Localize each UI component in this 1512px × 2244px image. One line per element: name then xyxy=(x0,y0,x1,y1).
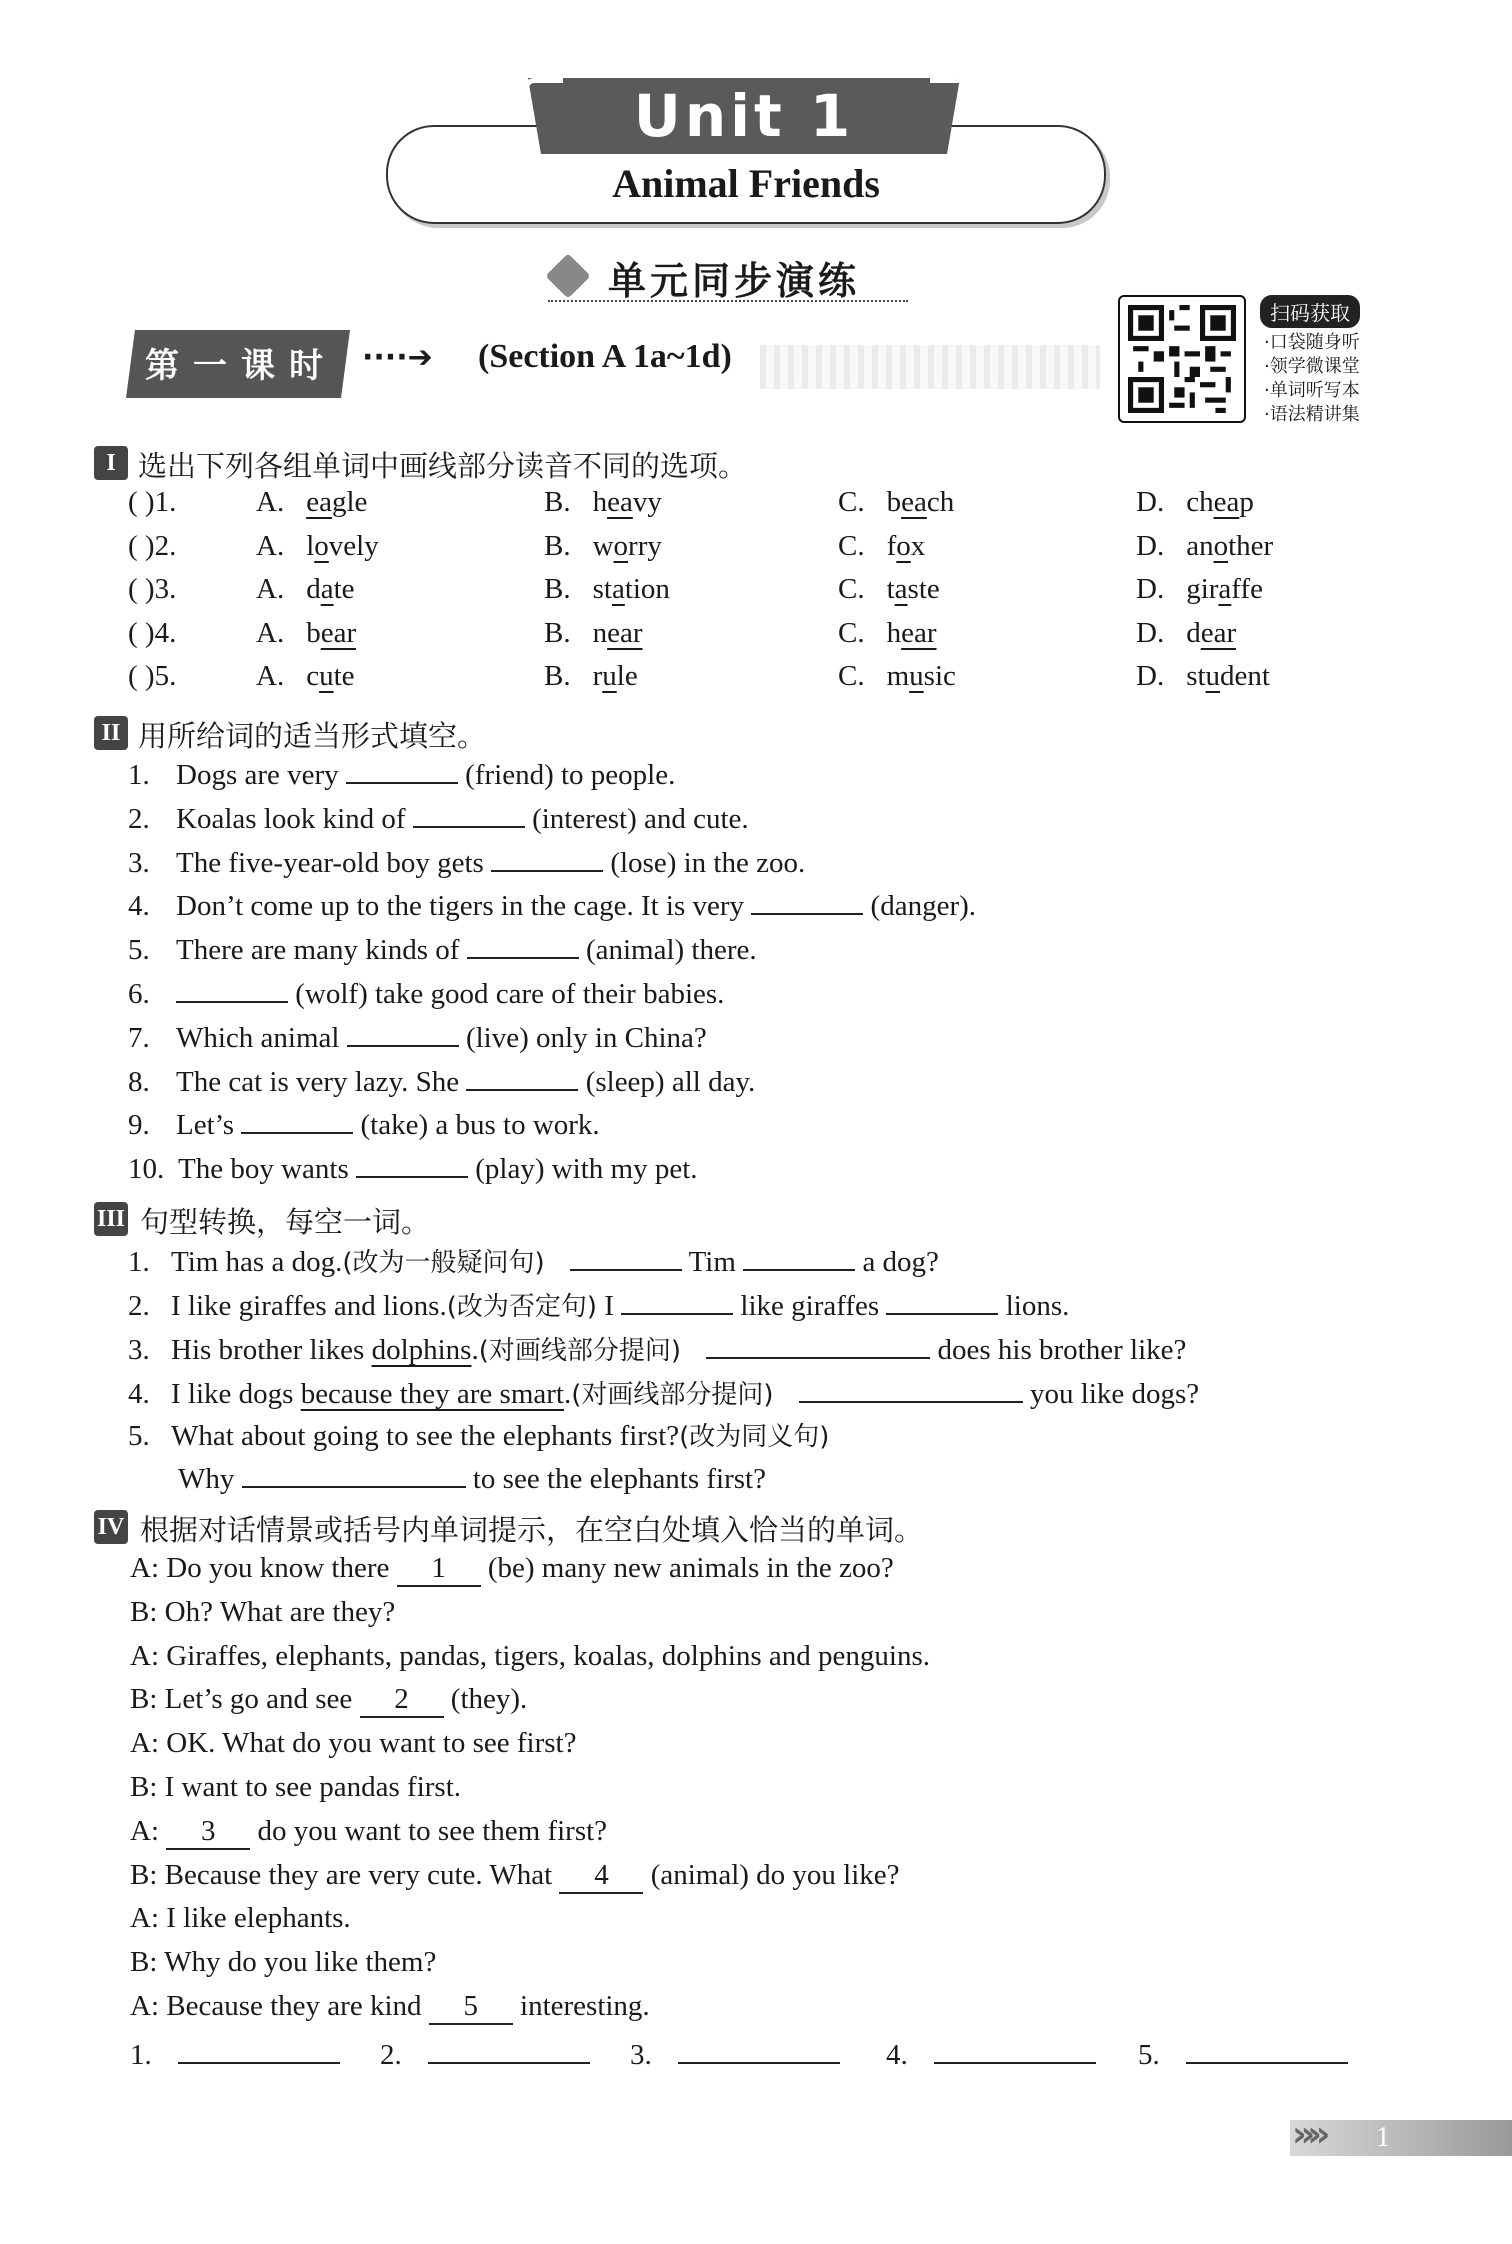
option-word xyxy=(1186,617,1236,649)
answer-blank[interactable] xyxy=(467,931,579,959)
word-part: r xyxy=(592,660,603,692)
answer-blank[interactable] xyxy=(346,756,458,784)
option-word xyxy=(306,617,356,649)
answer-blank[interactable] xyxy=(743,1243,855,1271)
option-word xyxy=(887,486,955,518)
dotted-arrow-icon: ····➔ xyxy=(362,340,433,375)
question-number: 5. xyxy=(128,934,150,967)
qr-label: 扫码获取 xyxy=(1260,295,1360,328)
numbered-blank[interactable]: 3 xyxy=(166,1815,250,1850)
option-b[interactable] xyxy=(544,486,662,519)
sync-title: 单元同步演练 xyxy=(608,259,861,303)
transform-question-2 xyxy=(128,1286,1069,1323)
answer-number: 5. xyxy=(1138,2039,1160,2071)
question-text: (friend) to people. xyxy=(457,759,676,791)
word-part: p xyxy=(1239,486,1254,518)
transform-question-5 xyxy=(128,1416,829,1453)
option-letter: D. xyxy=(1136,486,1165,518)
question-text: . xyxy=(471,1334,479,1366)
fill-in-question xyxy=(128,887,976,923)
option-word xyxy=(1186,660,1270,692)
question-text: (danger). xyxy=(863,890,977,923)
dialogue-text: B: Oh? What are they? xyxy=(130,1595,396,1628)
question-text: The boy wants xyxy=(178,1153,356,1186)
option-word xyxy=(593,486,662,518)
dialogue-text: B: I want to see pandas first. xyxy=(130,1771,462,1803)
answer-blank[interactable] xyxy=(678,2036,840,2064)
dialogue-line xyxy=(130,1727,576,1760)
word-part: c xyxy=(306,660,320,692)
option-word xyxy=(593,573,670,605)
question-text: Tim has a dog. xyxy=(171,1246,343,1278)
answer-blank[interactable] xyxy=(413,800,525,828)
word-part: le xyxy=(616,660,638,692)
word-part: f xyxy=(886,529,897,562)
answer-slot xyxy=(886,2036,1096,2072)
option-letter: A. xyxy=(256,529,285,562)
dialogue-line xyxy=(130,1859,900,1894)
question-number: ( )1. xyxy=(128,486,177,518)
option-c[interactable] xyxy=(838,573,940,606)
question-text: I like giraffes and lions. xyxy=(171,1290,447,1322)
dialogue-text: A: I like elephants. xyxy=(130,1902,351,1935)
option-c[interactable] xyxy=(838,617,937,650)
option-letter: D. xyxy=(1136,616,1165,649)
question-text: (interest) and cute. xyxy=(524,802,749,835)
underlined-letters: ea xyxy=(1213,486,1240,518)
answer-blank[interactable] xyxy=(491,844,603,872)
option-word xyxy=(887,573,940,605)
option-letter: A. xyxy=(256,486,285,518)
question-text: His brother likes xyxy=(171,1334,372,1366)
option-word xyxy=(306,486,367,518)
option-letter: B. xyxy=(544,529,571,562)
word-part: rry xyxy=(628,529,662,562)
option-a[interactable] xyxy=(256,486,367,519)
answer-blank[interactable] xyxy=(570,1243,682,1271)
question-number: 4. xyxy=(128,1378,150,1410)
section-badge: III xyxy=(94,1202,128,1236)
fill-in-question xyxy=(128,1063,755,1099)
option-letter: B. xyxy=(544,616,571,649)
numbered-blank[interactable]: 4 xyxy=(559,1859,643,1894)
dialogue-line xyxy=(130,1771,461,1804)
fill-in-question xyxy=(128,975,724,1011)
option-a[interactable] xyxy=(256,530,379,563)
underlined-letters: a xyxy=(611,573,625,605)
answer-blank[interactable] xyxy=(354,1460,466,1488)
answer-blank[interactable] xyxy=(751,887,863,915)
word-part: m xyxy=(886,660,910,692)
question-text: (sleep) all day. xyxy=(578,1065,756,1098)
option-word xyxy=(306,660,354,692)
answer-blank[interactable] xyxy=(1186,2036,1348,2064)
question-text: does his brother like? xyxy=(930,1334,1187,1366)
answer-number: 4. xyxy=(886,2039,908,2071)
dialogue-text: A: xyxy=(130,1814,167,1847)
dialogue-line xyxy=(130,1946,436,1979)
word-part: d xyxy=(306,573,321,605)
word-part: t xyxy=(886,573,895,605)
fill-in-question xyxy=(128,800,749,836)
transform-question-3 xyxy=(128,1330,1186,1367)
option-d[interactable] xyxy=(1136,660,1270,693)
qr-item: ·语法精讲集 xyxy=(1264,404,1360,425)
qr-code[interactable] xyxy=(1118,295,1246,423)
question-number: 6. xyxy=(128,978,150,1010)
word-part: x xyxy=(910,529,926,562)
underlined-letters: o xyxy=(613,529,629,562)
dialogue-text: interesting. xyxy=(512,1990,650,2022)
chevron-right-icon: »» xyxy=(1292,2114,1323,2155)
dialogue-text: A: Do you know there xyxy=(130,1552,397,1584)
lesson-badge-text: 第一课时 xyxy=(145,346,337,386)
option-c[interactable] xyxy=(838,660,956,693)
question-number: 8. xyxy=(128,1065,150,1098)
unit-subtitle: Animal Friends xyxy=(612,161,880,206)
option-word xyxy=(1186,486,1254,518)
underlined-letters: u xyxy=(319,660,334,692)
option-letter: C. xyxy=(838,616,865,649)
dialogue-text: (animal) do you like? xyxy=(643,1858,900,1891)
word-part: dent xyxy=(1220,660,1270,692)
answer-blank[interactable] xyxy=(178,2036,340,2064)
question-text: The five-year-old boy gets xyxy=(176,846,492,879)
section-title: 句型转换，每空一词。 xyxy=(140,1205,431,1239)
option-word xyxy=(593,530,662,562)
option-letter: C. xyxy=(838,486,865,518)
answer-blank[interactable] xyxy=(706,1331,818,1359)
answer-blank[interactable] xyxy=(347,1019,459,1047)
page-number-bar xyxy=(1290,2120,1512,2156)
underlined-letters: o xyxy=(314,529,329,562)
underlined-letters: ea xyxy=(607,486,633,518)
answer-number: 3. xyxy=(630,2039,652,2071)
fill-in-question xyxy=(128,1106,600,1142)
question-instruction: (对画线部分提问) xyxy=(478,1336,682,1366)
question-number: ( )3. xyxy=(128,573,177,605)
underlined-phrase: dolphins xyxy=(371,1334,472,1366)
option-letter: A. xyxy=(256,573,285,605)
dialogue-text: (be) many new animals in the zoo? xyxy=(480,1552,894,1584)
question-text: . xyxy=(563,1378,572,1410)
option-letter: D. xyxy=(1136,660,1165,692)
word-part: n xyxy=(592,616,608,649)
option-word xyxy=(306,530,379,562)
word-part: tion xyxy=(624,573,670,605)
dialogue-line xyxy=(130,1596,395,1629)
dialogue-line xyxy=(130,1815,607,1850)
answer-slot xyxy=(630,2036,840,2072)
question-text: to see the elephants first? xyxy=(465,1463,766,1495)
question-number: 3. xyxy=(128,846,150,879)
dialogue-text: B: Why do you like them? xyxy=(130,1946,437,1979)
answer-blank[interactable] xyxy=(242,1460,354,1488)
question-text: (play) with my pet. xyxy=(468,1153,698,1186)
qr-item: ·单词听写本 xyxy=(1264,380,1360,401)
option-letter: B. xyxy=(544,660,571,692)
option-letter: C. xyxy=(838,660,865,692)
question-text: The cat is very lazy. She xyxy=(176,1065,467,1098)
question-number: 2. xyxy=(128,1290,150,1322)
answer-blank[interactable] xyxy=(356,1150,468,1178)
answer-blank[interactable] xyxy=(818,1331,930,1359)
lesson-banner-texture xyxy=(760,345,1100,389)
word-part: vely xyxy=(328,529,379,562)
fill-in-question xyxy=(128,931,757,967)
underlined-letters: ear xyxy=(607,616,643,649)
question-number: 9. xyxy=(128,1109,150,1142)
option-b[interactable] xyxy=(544,573,670,606)
question-text: you like dogs? xyxy=(1022,1378,1200,1410)
underlined-letters: o xyxy=(896,529,911,562)
option-word xyxy=(1186,530,1273,562)
word-part: st xyxy=(592,573,612,605)
answer-blank[interactable] xyxy=(176,975,288,1003)
option-letter: B. xyxy=(544,573,571,605)
question-instruction: (改为同义句) xyxy=(679,1422,830,1452)
word-part: gle xyxy=(331,486,368,518)
dialogue-text: B: Because they are very cute. What xyxy=(130,1858,560,1891)
section-badge: II xyxy=(94,716,128,750)
word-part: ch xyxy=(1186,486,1214,518)
word-part: l xyxy=(306,529,315,562)
option-a[interactable] xyxy=(256,660,355,693)
numbered-blank[interactable]: 1 xyxy=(397,1552,481,1587)
question-number: 1. xyxy=(128,759,150,791)
question-text: (take) a bus to work. xyxy=(353,1109,600,1142)
option-letter: D. xyxy=(1136,573,1165,605)
fill-in-question xyxy=(128,756,675,792)
question-text: There are many kinds of xyxy=(176,934,467,967)
option-d[interactable] xyxy=(1136,573,1263,606)
question-text: (wolf) take good care of their babies. xyxy=(288,978,725,1010)
question-text: Don’t come up to the tigers in the cage. It is very xyxy=(176,890,752,923)
transform-question-4 xyxy=(128,1374,1199,1411)
question-text: Koalas look kind of xyxy=(176,802,413,835)
answer-blank[interactable] xyxy=(886,1287,998,1315)
question-text: lions. xyxy=(998,1290,1070,1322)
question-instruction: (对画线部分提问) xyxy=(571,1380,774,1410)
question-text: Which animal xyxy=(176,1021,347,1054)
answer-slot xyxy=(130,2036,340,2072)
option-a[interactable] xyxy=(256,617,356,650)
answer-blank[interactable] xyxy=(799,1375,911,1403)
option-c[interactable] xyxy=(838,530,925,563)
word-part: d xyxy=(1186,616,1201,649)
word-part: h xyxy=(592,486,608,518)
answer-blank[interactable] xyxy=(934,2036,1096,2064)
qr-code-pattern xyxy=(1128,305,1236,413)
dialogue-text: B: Let’s go and see xyxy=(130,1683,360,1716)
word-part: gir xyxy=(1186,573,1219,605)
question-text: Let’s xyxy=(176,1109,242,1142)
option-word xyxy=(887,530,926,562)
answer-number: 1. xyxy=(130,2039,152,2071)
underlined-phrase: because they are smart xyxy=(300,1378,564,1410)
word-part: w xyxy=(592,529,614,562)
transform-question-1 xyxy=(128,1242,939,1279)
option-word xyxy=(593,660,638,692)
section-title: 用所给词的适当形式填空。 xyxy=(138,719,487,753)
option-letter: B. xyxy=(544,486,571,518)
section-badge: I xyxy=(94,446,128,480)
underlined-letters: ea xyxy=(306,486,332,518)
underlined-letters: a xyxy=(1218,573,1232,605)
word-part: h xyxy=(886,616,902,649)
section-title: 根据对话情景或括号内单词提示，在空白处填入恰当的单词。 xyxy=(140,1513,924,1547)
question-number: ( )2. xyxy=(128,529,177,562)
option-d[interactable] xyxy=(1136,617,1236,650)
dialogue-text: do you want to see them first? xyxy=(250,1814,608,1847)
option-word xyxy=(593,617,643,649)
question-number: ( )4. xyxy=(128,616,177,649)
fill-in-question xyxy=(128,1019,707,1055)
question-text: I xyxy=(597,1290,622,1322)
answer-number: 2. xyxy=(380,2039,402,2071)
fill-in-question xyxy=(128,844,805,880)
option-letter: C. xyxy=(838,573,865,605)
option-word xyxy=(306,573,354,605)
question-number: 2. xyxy=(128,802,150,835)
word-part: sic xyxy=(923,660,956,692)
answer-blank[interactable] xyxy=(428,2036,590,2064)
option-letter: A. xyxy=(256,660,285,692)
qr-item: ·口袋随身听 xyxy=(1264,332,1360,353)
word-part: st xyxy=(1186,660,1206,692)
word-part: ffe xyxy=(1231,573,1263,605)
option-letter: D. xyxy=(1136,529,1165,562)
option-letter: A. xyxy=(256,616,285,649)
word-part: ste xyxy=(907,573,940,605)
word-part: b xyxy=(886,486,902,518)
dialogue-line xyxy=(130,1902,351,1935)
option-d[interactable] xyxy=(1136,486,1254,519)
question-text: (animal) there. xyxy=(578,934,757,967)
question-number: 3. xyxy=(128,1334,150,1366)
question-text: I like dogs xyxy=(171,1378,301,1410)
dialogue-line xyxy=(130,1552,894,1587)
dialogue-line xyxy=(130,1990,650,2025)
option-b[interactable] xyxy=(544,617,643,650)
question-text: (live) only in China? xyxy=(458,1021,707,1054)
question-text: Why xyxy=(178,1463,242,1495)
underlined-letters: ea xyxy=(901,486,927,518)
option-d[interactable] xyxy=(1136,530,1273,563)
option-c[interactable] xyxy=(838,486,954,519)
word-part: ther xyxy=(1228,529,1274,562)
underlined-letters: ear xyxy=(320,616,357,649)
question-text: like giraffes xyxy=(733,1290,887,1322)
dialogue-text: A: Because they are kind xyxy=(130,1990,429,2022)
section-badge: IV xyxy=(94,1510,128,1544)
question-text: Dogs are very xyxy=(176,759,346,791)
page-number: 1 xyxy=(1376,2122,1390,2153)
transform-question-5-line-2 xyxy=(178,1460,766,1496)
dialogue-text: (they). xyxy=(443,1683,528,1716)
section-title: 选出下列各组单词中画线部分读音不同的选项。 xyxy=(138,449,748,483)
question-number: 7. xyxy=(128,1021,150,1054)
fill-in-question xyxy=(128,1150,698,1186)
answer-slot xyxy=(380,2036,590,2072)
question-text: (lose) in the zoo. xyxy=(603,846,806,879)
dialogue-text: A: Giraffes, elephants, pandas, tigers, koalas, dolphins and penguins. xyxy=(130,1639,931,1672)
answer-blank[interactable] xyxy=(621,1287,733,1315)
underlined-letters: ear xyxy=(901,616,937,649)
option-letter: C. xyxy=(838,529,865,562)
question-instruction: (改为一般疑问句) xyxy=(342,1248,545,1278)
unit-title: Unit 1 xyxy=(633,82,855,150)
answer-blank[interactable] xyxy=(466,1063,578,1091)
underlined-letters: u xyxy=(909,660,924,692)
option-b[interactable] xyxy=(544,660,638,693)
underlined-letters: ear xyxy=(1200,616,1237,649)
question-number: 5. xyxy=(128,1420,150,1452)
underlined-letters: a xyxy=(320,573,334,605)
word-part: te xyxy=(333,660,355,692)
dialogue-text: A: OK. What do you want to see first? xyxy=(130,1727,577,1760)
answer-blank[interactable] xyxy=(911,1375,1023,1403)
option-word xyxy=(887,660,956,692)
question-number: ( )5. xyxy=(128,660,177,692)
word-part: ch xyxy=(926,486,955,518)
underlined-letters: u xyxy=(602,660,617,692)
word-part: vy xyxy=(632,486,662,518)
option-word xyxy=(887,617,937,649)
underlined-letters: a xyxy=(894,573,908,605)
option-a[interactable] xyxy=(256,573,355,606)
lesson-section: (Section A 1a~1d) xyxy=(478,338,732,375)
word-part: b xyxy=(306,616,321,649)
word-part: an xyxy=(1186,529,1214,562)
numbered-blank[interactable]: 5 xyxy=(429,1990,513,2025)
question-text: a dog? xyxy=(855,1246,939,1278)
dialogue-line xyxy=(130,1683,527,1718)
question-instruction: (改为否定句) xyxy=(446,1292,597,1322)
question-number: 4. xyxy=(128,890,150,923)
option-b[interactable] xyxy=(544,530,662,563)
answer-slot xyxy=(1138,2036,1348,2072)
question-number: 1. xyxy=(128,1246,150,1278)
underlined-letters: u xyxy=(1205,660,1221,692)
question-text: What about going to see the elephants first? xyxy=(171,1420,680,1452)
numbered-blank[interactable]: 2 xyxy=(360,1683,444,1718)
question-number: 10. xyxy=(128,1153,165,1186)
dialogue-line xyxy=(130,1640,930,1673)
option-word xyxy=(1186,573,1263,605)
word-part: te xyxy=(333,573,355,605)
answer-blank[interactable] xyxy=(241,1106,353,1134)
qr-item: ·领学微课堂 xyxy=(1264,356,1360,377)
underlined-letters: o xyxy=(1213,529,1229,562)
question-text: Tim xyxy=(681,1246,744,1278)
